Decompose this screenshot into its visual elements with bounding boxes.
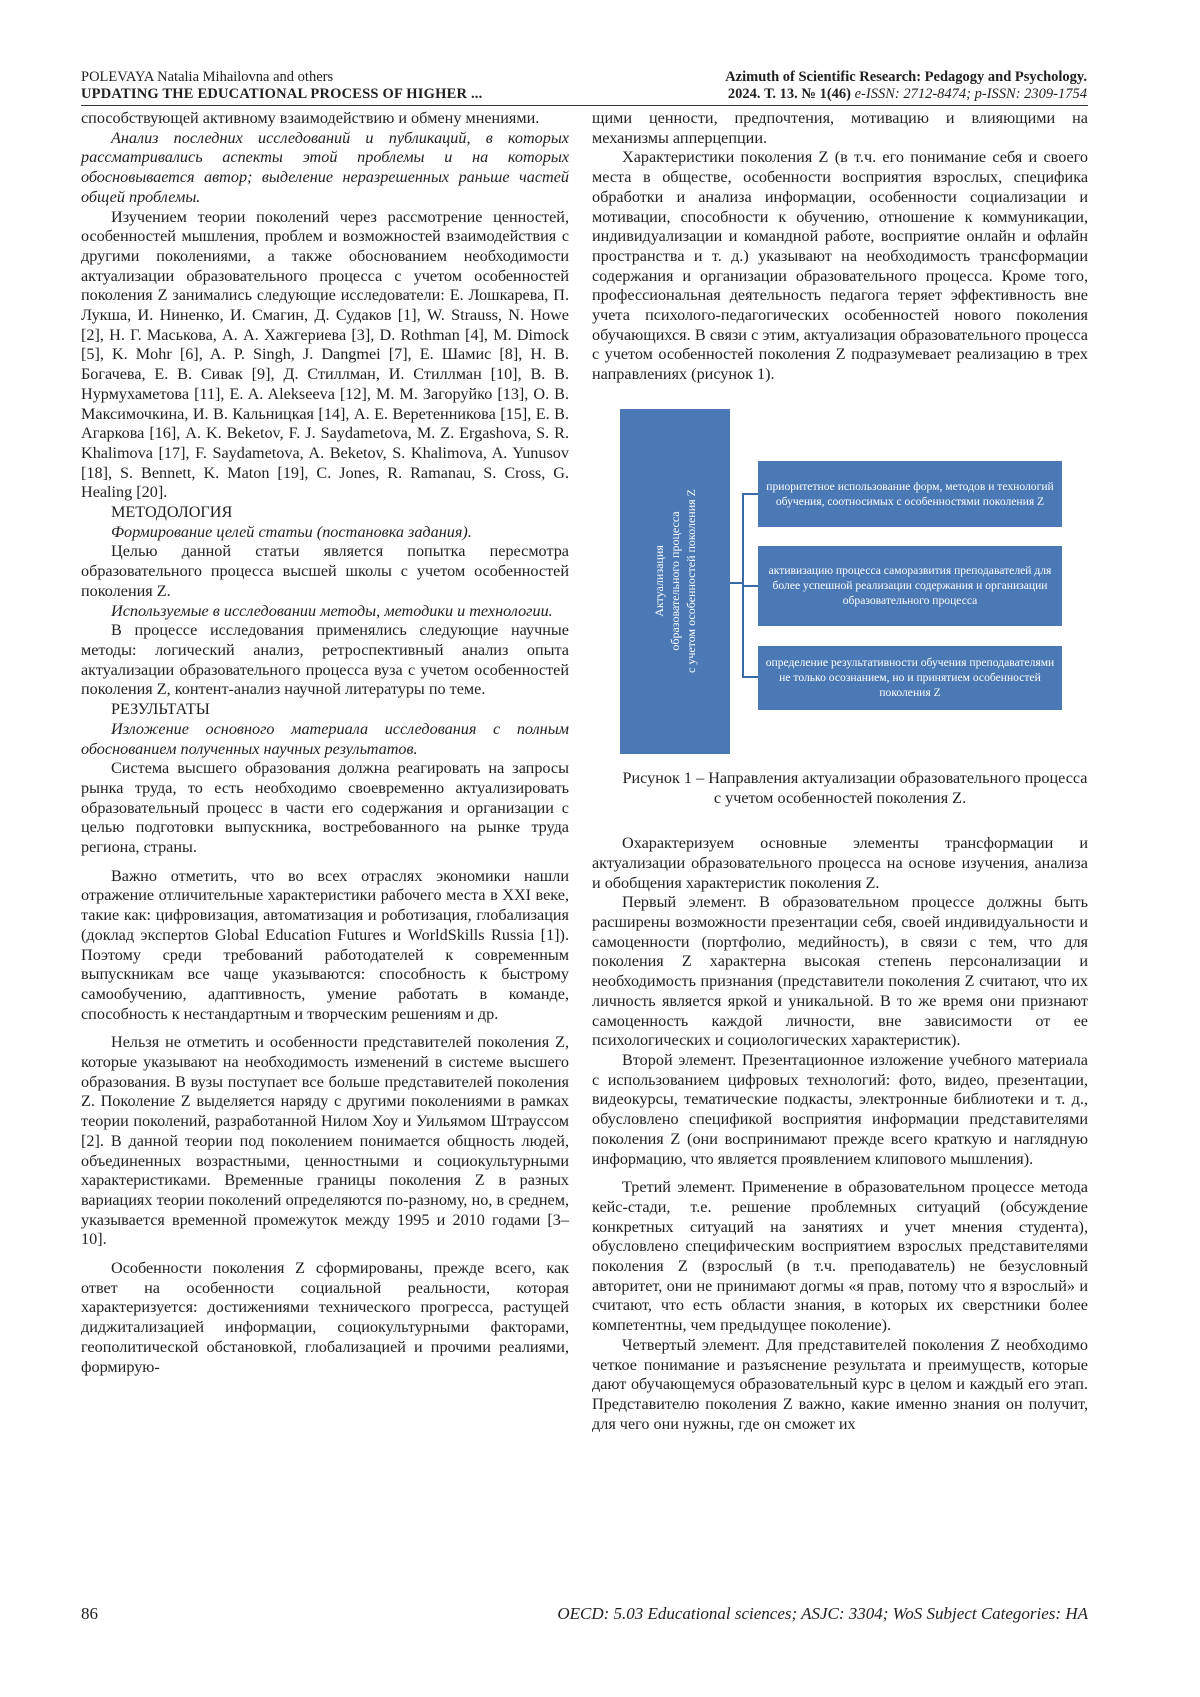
diagram-connector bbox=[742, 676, 758, 678]
paragraph: Охарактеризуем основные элементы трансформации и актуализации образовательного процесса на основе изучения, анализа и обобщения характеристик поколения Z. bbox=[592, 834, 1088, 892]
header-authors: POLEVAYA Natalia Mihailovna and others bbox=[81, 69, 334, 85]
header-article-title: UPDATING THE EDUCATIONAL PROCESS OF HIGHER ... bbox=[81, 86, 483, 102]
diagram-direction-text: определение результативности обучения преподавателями не только осознанием, но и принятием особенностей поколения Z bbox=[765, 656, 1055, 700]
header-issue-year: 2024. Т. 13. № 1(46) bbox=[727, 86, 851, 102]
diagram-direction-box-3 bbox=[758, 646, 1062, 710]
paragraph: Второй элемент. Презентационное изложение учебного материала с использованием цифровых технологий: фото, видео, презентации, видеокурсы, тематические подкасты, электронные библиотеки и т. д., обусловлено спецификой восприятия информации представителями поколения Z (они воспринимают прежде всего краткую и наглядную информацию, что является проявлением клипового мышления). bbox=[592, 1050, 1088, 1168]
figure-1-diagram bbox=[592, 399, 1088, 769]
header-journal-name: Azimuth of Scientific Research: Pedagogy and Psychology. bbox=[725, 69, 1087, 85]
diagram-direction-box-2 bbox=[758, 546, 1062, 626]
paragraph: способствующей активному взаимодействию и обмену мнениями. bbox=[81, 109, 540, 127]
header-issue-info bbox=[567, 86, 1087, 103]
page-number: 86 bbox=[81, 1604, 98, 1623]
section-heading-methodology: МЕТОДОЛОГИЯ bbox=[111, 503, 233, 522]
paragraph: щими ценности, предпочтения, мотивацию и влияющими на механизмы апперцепции. bbox=[592, 109, 1088, 147]
paragraph: Четвертый элемент. Для представителей поколения Z необходимо четкое понимание и разъяснение результата и преимуществ, которые дают обучающемуся образовательный курс в целом и каждый его этап. Представителю поколения Z важно, какие именно знания он получит, для чего они нужны, где он сможет их bbox=[592, 1335, 1088, 1433]
paragraph: Первый элемент. В образовательном процессе должны быть расширены возможности презентации себя, своей индивидуальности и самоценности (портфолио, медийность), в связи с тем, что для поколения Z характерна высокая степень персонализации и необходимость признания (представители поколения Z считают, что их личность является яркой и уникальной. В то же время они признают самоценность каждой личности, вне зависимости от ее психологических и социологических характеристик). bbox=[592, 893, 1088, 1050]
section-subheading: Используемые в исследовании методы, методики и технологии. bbox=[111, 601, 553, 620]
paragraph: Особенности поколения Z сформированы, прежде всего, как ответ на особенности социальной реальности, которая характеризуется: достижениями технического прогресса, растущей диджитализацией информации, социокультурными факторами, геополитической обстановкой, глобализацией и прочими реалиями, формирую- bbox=[81, 1259, 569, 1376]
section-subheading: Анализ последних исследований и публикаций, в которых рассматривались аспекты этой проблемы и на которых обосновывается автор; выделение неразрешенных раньше частей общей проблемы. bbox=[81, 128, 569, 206]
paragraph: Третий элемент. Применение в образовательном процессе метода кейс-стади, т.е. решение проблемных ситуаций (обсуждение конкретных ситуаций на занятиях и учет мнения студента), обусловлено специфическим восприятием взрослых представителями поколения Z (взрослый (в т.ч. преподаватель) не безусловный авторитет, они не принимают догмы «я прав, потому что я взрослый» и считают, что есть области знания, в которых их сверстники более компетентны, чем предыдущее поколение). bbox=[592, 1178, 1088, 1335]
paragraph: Целью данной статьи является попытка пересмотра образовательного процесса высшей школы с учетом особенностей поколения Z. bbox=[81, 542, 569, 600]
paragraph: Изучением теории поколений через рассмотрение ценностей, особенностей мышления, проблем и возможностей взаимодействия с другими поколениями, а также обоснованием необходимости актуализации образовательного процесса с учетом особенностей поколения Z занимались следующие исследователи: Е. Лошкарева, П. Лукша, И. Ниненко, И. Смагин, Д. Судаков [1], W. Strauss, N. Howe [2], Н. Г. Маськова, А. А. Хажгериева [3], D. Rothman [4], M. Dimock [5], K. Mohr [6], A. P. Singh, J. Dangmei [7], Е. Шамис [8], Н. В. Богачева, Е. В. Сивак [9], Д. Стиллман, И. Стиллман [10], В. В. Нурмухаметова [11], E. A. Alekseeva [12], М. М. Загоруйко [13], О. В. Максимочкина, И. В. Кальницкая [14], А. Е. Веретенникова [15], Е. В. Агаркова [16], A. K. Beketov, F. J. Saydametova, M. Z. Ergashova, S. R. Khalimova [17], F. Saydametova, A. Beketov, S. Khalimova, A. Yunusov [18], S. Bennett, K. Maton [19], C. Jones, R. Ramanau, S. Cross, G. Healing [20]. bbox=[81, 207, 569, 502]
diagram-connector bbox=[742, 585, 758, 587]
paragraph: В процессе исследования применялись следующие научные методы: логический анализ, ретроспективный анализ опыта актуализации образовательного процесса вуза с учетом особенностей поколения Z, контент-анализ научной литературы по теме. bbox=[81, 621, 569, 699]
diagram-main-label-wrap bbox=[620, 409, 730, 754]
section-subheading: Формирование целей статьи (постановка задания). bbox=[111, 522, 472, 541]
running-header-left bbox=[81, 69, 601, 103]
section-subheading: Изложение основного материала исследования с полным обоснованием полученных научных результатов. bbox=[81, 719, 569, 758]
header-issn: e-ISSN: 2712-8474; p-ISSN: 2309-1754 bbox=[851, 86, 1087, 102]
diagram-connector bbox=[742, 493, 758, 495]
paragraph: Важно отметить, что во всех отраслях экономики нашли отражение отличительные характеристики рабочего места в XXI веке, такие как: цифровизация, автоматизация и роботизация, глобализация (доклад экспертов Global Education Futures и WorldSkills Russia [1]). Поэтому среди требований работодателей к современным выпускникам все чаще указываются: способность к быстрому самообучению, адаптивность, умение работать в команде, способность к нестандартным и творческим решениям и др. bbox=[81, 866, 569, 1023]
paragraph: Система высшего образования должна реагировать на запросы рынка труда, то есть необходимо своевременно актуализировать образовательный процесс в части его содержания и организации с целью подготовки выпускника, востребованного на рынке труда региона, страны. bbox=[81, 759, 569, 857]
diagram-main-label: Актуализация образовательного процесса с учетом особенностей поколения Z bbox=[652, 489, 698, 674]
running-header-right bbox=[567, 69, 1087, 103]
diagram-direction-text: приоритетное использование форм, методов и технологий обучения, соотносимых с особенностями поколения Z bbox=[766, 479, 1054, 508]
header-divider bbox=[81, 105, 1088, 106]
section-heading-results: РЕЗУЛЬТАТЫ bbox=[111, 700, 210, 719]
footer-classification: OECD: 5.03 Educational sciences; ASJC: 3304; WoS Subject Categories: HA bbox=[557, 1604, 1088, 1623]
diagram-direction-text: активизацию процесса саморазвития преподавателей для более успешной реализации содержания и организации образовательного процесса bbox=[768, 564, 1052, 608]
diagram-direction-box-1 bbox=[758, 461, 1062, 527]
paragraph: Характеристики поколения Z (в т.ч. его понимание себя и своего места в обществе, особенности восприятия взрослых, специфика обработки и анализа информации, особенности социализации и мотивации, способности к обучению, отношение к коммуникации, индивидуализации и командной работе, восприятие онлайн и офлайн пространства и т. д.) указывают на необходимость трансформации содержания и организации образовательного процесса. Кроме того, профессиональная деятельность педагога теряет эффективность вне учета психолого-педагогических особенностей нового поколения обучающихся. В связи с этим, актуализация образовательного процесса с учетом особенностей поколения Z подразумевает реализацию в трех направлениях (рисунок 1). bbox=[592, 148, 1088, 384]
figure-caption: Рисунок 1 – Направления актуализации образовательного процесса с учетом особенностей поколения Z. bbox=[622, 768, 1088, 807]
right-column bbox=[592, 109, 1088, 1434]
left-column bbox=[81, 109, 569, 1377]
paragraph: Нельзя не отметить и особенности представителей поколения Z, которые указывают на необходимость изменений в системе высшего образования. В вузы поступает все больше представителей поколения Z. Поколение Z выделяется наряду с другими поколениями в рамках теории поколений, разработанной Нилом Хоу и Уильямом Штрауссом [2]. В данной теории под поколением понимается общность людей, объединенных возрастными, ценностными и социокультурными характеристиками. Временные границы поколения Z в разных вариациях теории поколений определяются по-разному, но, в среднем, указывается временной промежуток между 1995 и 2010 годами [3–10]. bbox=[81, 1033, 569, 1249]
